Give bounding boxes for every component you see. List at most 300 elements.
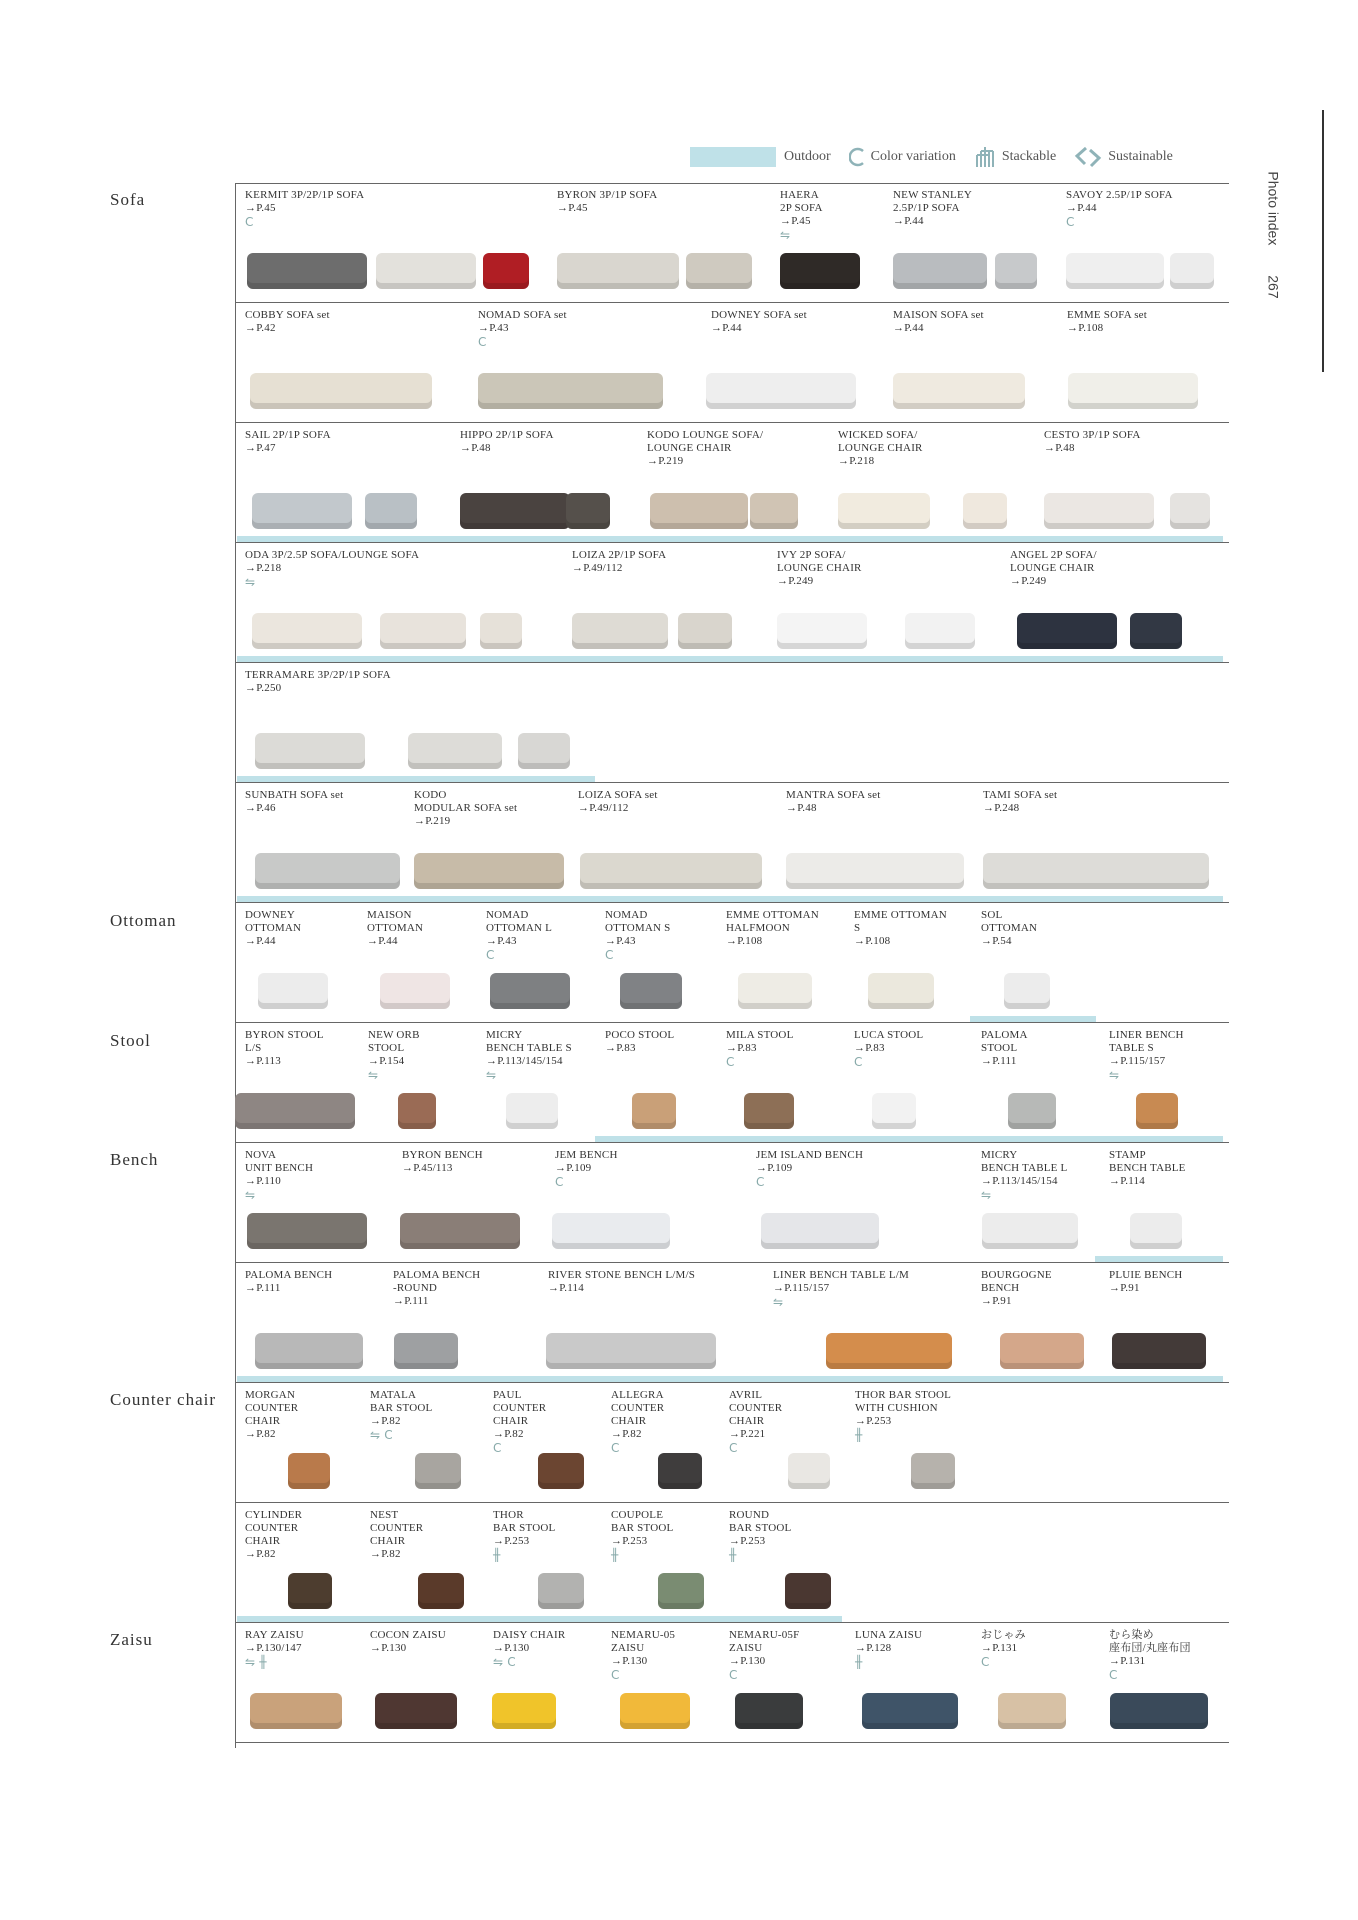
product-image xyxy=(247,253,367,289)
product-name: NOMAD SOFA set xyxy=(478,309,567,321)
product-entry xyxy=(1067,309,1147,335)
product-name: PALOMA BENCH -ROUND xyxy=(393,1269,481,1294)
product-entry xyxy=(981,1629,1026,1669)
product-entry xyxy=(245,669,391,695)
product-name: AVRIL COUNTER CHAIR xyxy=(729,1389,783,1427)
category-counter-chair: Counter chair xyxy=(110,1390,216,1409)
row-divider xyxy=(235,302,1229,303)
product-image xyxy=(780,253,860,289)
page-reference[interactable]: →P.249 xyxy=(1010,575,1047,587)
page-reference[interactable]: →P.42 xyxy=(245,322,276,334)
product-name: NEMARU-05F ZAISU xyxy=(729,1629,800,1654)
product-feature-icon: C xyxy=(611,1441,620,1455)
page-reference[interactable]: →P.218 xyxy=(838,455,875,467)
product-entry xyxy=(245,429,331,455)
product-feature-icon: ⇋ C xyxy=(493,1655,516,1669)
product-feature-icon: ╫ xyxy=(611,1548,619,1562)
product-name: CESTO 3P/1P SOFA xyxy=(1044,429,1141,441)
product-image xyxy=(490,973,570,1009)
product-image xyxy=(380,613,466,649)
page-reference[interactable]: →P.130 xyxy=(370,1642,407,1654)
product-image xyxy=(1170,493,1210,529)
product-entry xyxy=(245,1389,298,1441)
page-reference[interactable]: →P.46 xyxy=(245,802,276,814)
product-entry xyxy=(611,1509,673,1562)
product-name: JEM ISLAND BENCH xyxy=(756,1149,864,1161)
product-name: COCON ZAISU xyxy=(370,1629,446,1641)
product-entry xyxy=(855,1629,922,1669)
product-image xyxy=(620,973,682,1009)
product-feature-icon: ⇋ C xyxy=(370,1428,393,1442)
product-name: MAISON OTTOMAN xyxy=(367,909,424,934)
page-reference[interactable]: →P.44 xyxy=(245,935,276,947)
page-reference[interactable]: →P.44 xyxy=(711,322,742,334)
page-reference[interactable]: →P.113 xyxy=(245,1055,281,1067)
product-image xyxy=(557,253,679,289)
product-name: BYRON 3P/1P SOFA xyxy=(557,189,658,201)
product-image xyxy=(478,373,663,409)
product-image xyxy=(893,373,1025,409)
product-entry xyxy=(726,909,819,948)
product-name: HIPPO 2P/1P SOFA xyxy=(460,429,554,441)
page-reference[interactable]: →P.82 xyxy=(245,1548,276,1560)
product-feature-icon: C xyxy=(478,335,487,349)
product-name: THOR BAR STOOL xyxy=(493,1509,556,1534)
product-entry xyxy=(572,549,666,575)
page-reference[interactable]: →P.111 xyxy=(981,1055,1017,1067)
product-image xyxy=(376,253,476,289)
row-divider xyxy=(235,1622,1229,1623)
legend-stackable-label: Stackable xyxy=(1001,149,1057,164)
product-entry xyxy=(1044,429,1141,455)
product-image xyxy=(982,1213,1078,1249)
product-name: LINER BENCH TABLE S xyxy=(1109,1029,1184,1054)
page-reference[interactable]: →P.115/157 xyxy=(1109,1055,1166,1067)
legend-outdoor-label: Outdoor xyxy=(784,149,831,164)
product-image xyxy=(905,613,975,649)
outdoor-bar xyxy=(237,1616,842,1622)
product-name: BOURGOGNE BENCH xyxy=(981,1269,1052,1294)
product-name: LOIZA SOFA set xyxy=(578,789,658,801)
product-entry xyxy=(605,1029,674,1055)
page-reference[interactable]: →P.43 xyxy=(478,322,509,334)
product-entry xyxy=(245,189,364,229)
product-image xyxy=(785,1573,831,1609)
product-image xyxy=(375,1693,457,1729)
page-reference[interactable]: →P.82 xyxy=(370,1415,401,1427)
product-entry xyxy=(245,1269,332,1295)
product-image xyxy=(255,1333,363,1369)
product-entry xyxy=(245,309,330,335)
page-reference[interactable]: →P.130/147 xyxy=(245,1642,302,1654)
outdoor-swatch xyxy=(690,147,776,167)
page-reference[interactable]: →P.82 xyxy=(370,1548,401,1560)
page-reference[interactable]: →P.83 xyxy=(726,1042,757,1054)
side-section-title: Photo index xyxy=(1265,171,1282,246)
outdoor-bar xyxy=(237,776,595,782)
product-entry xyxy=(605,909,670,962)
page-reference[interactable]: →P.109 xyxy=(555,1162,592,1174)
product-feature-icon: ⇋ xyxy=(981,1188,992,1202)
product-entry xyxy=(370,1629,446,1655)
product-entry xyxy=(777,549,862,588)
product-name: LOIZA 2P/1P SOFA xyxy=(572,549,667,561)
legend-sustainable-label: Sustainable xyxy=(1108,149,1173,164)
page-reference[interactable]: →P.154 xyxy=(368,1055,405,1067)
product-name: NOVA UNIT BENCH xyxy=(245,1149,314,1174)
page-reference[interactable]: →P.249 xyxy=(777,575,814,587)
product-name: SAVOY 2.5P/1P SOFA xyxy=(1066,189,1173,201)
page-reference[interactable]: →P.48 xyxy=(1044,442,1075,454)
product-image xyxy=(706,373,856,409)
row-divider xyxy=(235,662,1229,663)
product-feature-icon: C xyxy=(605,948,614,962)
product-image xyxy=(632,1093,676,1129)
product-image xyxy=(250,373,432,409)
product-image xyxy=(255,733,365,769)
product-name: NEW STANLEY 2.5P/1P SOFA xyxy=(893,189,973,214)
product-entry xyxy=(711,309,807,335)
product-entry xyxy=(786,789,880,815)
product-name: PAUL COUNTER CHAIR xyxy=(493,1389,547,1427)
product-name: NEST COUNTER CHAIR xyxy=(370,1509,424,1547)
product-entry xyxy=(854,909,947,948)
page-reference[interactable]: →P.111 xyxy=(393,1295,429,1307)
product-name: BYRON BENCH xyxy=(402,1149,483,1161)
product-image xyxy=(546,1333,716,1369)
product-entry xyxy=(726,1029,794,1069)
product-name: MATALA BAR STOOL xyxy=(370,1389,433,1414)
row-divider xyxy=(235,1382,1229,1383)
product-feature-icon: C xyxy=(981,1655,990,1669)
product-entry xyxy=(486,1029,572,1082)
product-entry xyxy=(478,309,567,349)
page-reference[interactable]: →P.43 xyxy=(605,935,636,947)
product-feature-icon: ⇋ xyxy=(368,1068,379,1082)
page-reference[interactable]: →P.111 xyxy=(245,1282,281,1294)
product-name: おじゃみ xyxy=(981,1629,1026,1641)
page-reference[interactable]: →P.45 xyxy=(245,202,276,214)
product-image xyxy=(580,853,762,889)
product-name: THOR BAR STOOL WITH CUSHION xyxy=(855,1389,952,1414)
product-entry xyxy=(1109,1269,1182,1295)
product-image xyxy=(1017,613,1117,649)
page-reference[interactable]: →P.108 xyxy=(854,935,891,947)
product-entry xyxy=(393,1269,480,1308)
row-divider xyxy=(235,782,1229,783)
product-image xyxy=(255,853,400,889)
product-image xyxy=(1066,253,1164,289)
product-entry xyxy=(981,1149,1067,1202)
product-entry xyxy=(245,1029,324,1068)
page-reference[interactable]: →P.248 xyxy=(983,802,1020,814)
product-name: ANGEL 2P SOFA/ LOUNGE CHAIR xyxy=(1010,549,1097,574)
product-feature-icon: C xyxy=(245,215,254,229)
index-vertical-line xyxy=(235,183,236,1748)
product-feature-icon: C xyxy=(1066,215,1075,229)
product-entry xyxy=(368,1029,420,1082)
product-image xyxy=(492,1693,556,1729)
product-feature-icon: C xyxy=(611,1668,620,1682)
page-reference[interactable]: →P.219 xyxy=(414,815,451,827)
product-name: NOMAD OTTOMAN S xyxy=(605,909,671,934)
row-divider xyxy=(235,1742,1229,1743)
product-feature-icon: C xyxy=(1109,1668,1118,1682)
page-number: 267 xyxy=(1265,275,1282,299)
product-entry xyxy=(611,1629,675,1682)
page-reference[interactable]: →P.128 xyxy=(855,1642,892,1654)
product-entry xyxy=(245,1149,313,1202)
outdoor-bar xyxy=(237,536,1223,542)
product-image xyxy=(365,493,417,529)
product-name: RAY ZAISU xyxy=(245,1629,304,1641)
page-reference[interactable]: →P.131 xyxy=(1109,1655,1146,1667)
page-reference[interactable]: →P.83 xyxy=(854,1042,885,1054)
page-reference[interactable]: →P.47 xyxy=(245,442,276,454)
page-reference[interactable]: →P.110 xyxy=(245,1175,281,1187)
legend-stackable xyxy=(974,145,1056,169)
page-reference[interactable]: →P.54 xyxy=(981,935,1012,947)
product-image xyxy=(788,1453,830,1489)
product-entry xyxy=(1010,549,1097,588)
page-reference[interactable]: →P.83 xyxy=(605,1042,636,1054)
page-reference[interactable]: →P.43 xyxy=(486,935,517,947)
product-entry xyxy=(729,1509,791,1562)
product-entry xyxy=(756,1149,863,1189)
page-reference[interactable]: →P.44 xyxy=(893,322,924,334)
page-reference[interactable]: →P.114 xyxy=(548,1282,584,1294)
legend-color-variation xyxy=(849,147,956,167)
page-reference[interactable]: →P.82 xyxy=(493,1428,524,1440)
page-reference[interactable]: →P.44 xyxy=(893,215,924,227)
product-name: EMME OTTOMAN S xyxy=(854,909,947,934)
page-reference[interactable]: →P.130 xyxy=(493,1642,530,1654)
product-feature-icon: ╫ xyxy=(855,1655,863,1669)
product-image xyxy=(538,1573,584,1609)
product-name: STAMP BENCH TABLE xyxy=(1109,1149,1186,1174)
product-image xyxy=(566,493,610,529)
product-name: HAERA 2P SOFA xyxy=(780,189,823,214)
product-name: NOMAD OTTOMAN L xyxy=(486,909,553,934)
product-name: COUPOLE BAR STOOL xyxy=(611,1509,674,1534)
product-name: EMME SOFA set xyxy=(1067,309,1148,321)
page-reference[interactable]: →P.221 xyxy=(729,1428,766,1440)
product-name: TERRAMARE 3P/2P/1P SOFA xyxy=(245,669,391,681)
product-feature-icon: ⇋ xyxy=(245,575,256,589)
row-divider xyxy=(235,1022,1229,1023)
page-reference[interactable]: →P.44 xyxy=(367,935,398,947)
product-entry xyxy=(486,909,552,962)
product-name: CYLINDER COUNTER CHAIR xyxy=(245,1509,303,1547)
product-image xyxy=(1000,1333,1084,1369)
product-entry xyxy=(854,1029,923,1069)
product-name: JEM BENCH xyxy=(555,1149,618,1161)
product-name: PALOMA BENCH xyxy=(245,1269,333,1281)
page-reference[interactable]: →P.113/145/154 xyxy=(486,1055,563,1067)
page-reference[interactable]: →P.218 xyxy=(245,562,282,574)
product-name: BYRON STOOL L/S xyxy=(245,1029,324,1054)
product-entry xyxy=(1066,189,1173,229)
product-entry xyxy=(493,1389,546,1455)
product-image xyxy=(658,1573,704,1609)
product-entry xyxy=(493,1629,565,1669)
category-zaisu: Zaisu xyxy=(110,1630,153,1649)
page-reference[interactable]: →P.45 xyxy=(780,215,811,227)
product-entry xyxy=(1109,1029,1184,1082)
product-entry xyxy=(245,1629,304,1669)
product-name: KODO MODULAR SOFA set xyxy=(414,789,518,814)
product-feature-icon: ⇋ xyxy=(1109,1068,1120,1082)
product-image xyxy=(995,253,1037,289)
page-reference[interactable]: →P.114 xyxy=(1109,1175,1145,1187)
product-image xyxy=(1112,1333,1206,1369)
product-entry xyxy=(555,1149,618,1189)
page-reference[interactable]: →P.48 xyxy=(460,442,491,454)
page-reference[interactable]: →P.45/113 xyxy=(402,1162,453,1174)
page-reference[interactable]: →P.253 xyxy=(855,1415,892,1427)
product-image xyxy=(252,493,352,529)
page-reference[interactable]: →P.108 xyxy=(1067,322,1104,334)
product-entry xyxy=(493,1509,555,1562)
product-image xyxy=(414,853,564,889)
page-reference[interactable]: →P.113/145/154 xyxy=(981,1175,1058,1187)
product-name: KODO LOUNGE SOFA/ LOUNGE CHAIR xyxy=(647,429,764,454)
product-image xyxy=(983,853,1209,889)
legend-sustainable xyxy=(1074,145,1173,169)
product-image xyxy=(1130,1213,1182,1249)
outdoor-bar xyxy=(595,1136,1223,1142)
page-reference[interactable]: →P.45 xyxy=(557,202,588,214)
product-image xyxy=(247,1213,367,1249)
legend xyxy=(690,144,1191,170)
product-image xyxy=(862,1693,958,1729)
row-divider xyxy=(235,902,1229,903)
page-reference[interactable]: →P.91 xyxy=(981,1295,1012,1307)
product-name: MICRY BENCH TABLE S xyxy=(486,1029,572,1054)
product-image xyxy=(826,1333,952,1369)
product-name: MANTRA SOFA set xyxy=(786,789,881,801)
product-image xyxy=(620,1693,690,1729)
product-name: TAMI SOFA set xyxy=(983,789,1058,801)
side-tab-line xyxy=(1322,110,1324,372)
page-reference[interactable]: →P.131 xyxy=(981,1642,1018,1654)
product-image xyxy=(506,1093,558,1129)
category-bench: Bench xyxy=(110,1150,159,1169)
product-feature-icon: ╫ xyxy=(493,1548,501,1562)
page-reference[interactable]: →P.48 xyxy=(786,802,817,814)
product-entry xyxy=(893,189,972,228)
product-feature-icon: ⇋ ╫ xyxy=(245,1655,267,1669)
page-reference[interactable]: →P.219 xyxy=(647,455,684,467)
legend-outdoor xyxy=(784,149,831,165)
row-divider xyxy=(235,1262,1229,1263)
product-entry xyxy=(1109,1629,1191,1682)
page-reference[interactable]: →P.108 xyxy=(726,935,763,947)
product-entry xyxy=(780,189,823,242)
page-reference[interactable]: →P.115/157 xyxy=(773,1282,830,1294)
product-feature-icon: C xyxy=(729,1668,738,1682)
product-image xyxy=(483,253,529,289)
page-reference[interactable]: →P.250 xyxy=(245,682,282,694)
category-sofa: Sofa xyxy=(110,190,146,209)
row-divider xyxy=(235,422,1229,423)
product-name: LUNA ZAISU xyxy=(855,1629,923,1641)
product-entry xyxy=(548,1269,695,1295)
product-feature-icon: C xyxy=(854,1055,863,1069)
page-reference[interactable]: →P.253 xyxy=(493,1535,530,1547)
product-image xyxy=(258,973,328,1009)
product-name: LINER BENCH TABLE L/M xyxy=(773,1269,910,1281)
product-image xyxy=(1130,613,1182,649)
product-feature-icon: C xyxy=(555,1175,564,1189)
product-image xyxy=(1110,1693,1208,1729)
product-image xyxy=(1008,1093,1056,1129)
product-image xyxy=(288,1573,332,1609)
page-reference[interactable]: →P.130 xyxy=(611,1655,648,1667)
product-image xyxy=(394,1333,458,1369)
page-reference[interactable]: →P.109 xyxy=(756,1162,793,1174)
product-name: KERMIT 3P/2P/1P SOFA xyxy=(245,189,365,201)
product-name: ROUND BAR STOOL xyxy=(729,1509,792,1534)
page-reference[interactable]: →P.253 xyxy=(729,1535,766,1547)
product-entry xyxy=(370,1389,432,1442)
product-name: WICKED SOFA/ LOUNGE CHAIR xyxy=(838,429,923,454)
page-reference[interactable]: →P.91 xyxy=(1109,1282,1140,1294)
page-reference[interactable]: →P.49/112 xyxy=(572,562,623,574)
product-name: RIVER STONE BENCH L/M/S xyxy=(548,1269,696,1281)
page-reference[interactable]: →P.44 xyxy=(1066,202,1097,214)
product-image xyxy=(250,1693,342,1729)
product-entry xyxy=(1109,1149,1186,1188)
product-image xyxy=(400,1213,520,1249)
product-image xyxy=(1004,973,1050,1009)
page-reference[interactable]: →P.82 xyxy=(245,1428,276,1440)
product-image xyxy=(735,1693,803,1729)
product-image xyxy=(738,973,812,1009)
product-entry xyxy=(414,789,517,828)
page-reference[interactable]: →P.253 xyxy=(611,1535,648,1547)
page-reference[interactable]: →P.130 xyxy=(729,1655,766,1667)
row-divider xyxy=(235,1142,1229,1143)
product-entry xyxy=(245,789,343,815)
product-image xyxy=(552,1213,670,1249)
product-entry xyxy=(460,429,554,455)
product-image xyxy=(380,973,450,1009)
product-image xyxy=(998,1693,1066,1729)
product-feature-icon: C xyxy=(729,1441,738,1455)
product-name: MORGAN COUNTER CHAIR xyxy=(245,1389,299,1427)
product-name: LUCA STOOL xyxy=(854,1029,924,1041)
product-entry xyxy=(773,1269,909,1309)
page-reference[interactable]: →P.82 xyxy=(611,1428,642,1440)
product-name: むら染め 座布団/丸座布団 xyxy=(1109,1629,1191,1654)
product-image xyxy=(872,1093,916,1129)
product-feature-icon: C xyxy=(493,1441,502,1455)
product-feature-icon: C xyxy=(486,948,495,962)
product-image xyxy=(415,1453,461,1489)
product-name: ODA 3P/2.5P SOFA/LOUNGE SOFA xyxy=(245,549,420,561)
product-name: COBBY SOFA set xyxy=(245,309,330,321)
product-image xyxy=(750,493,798,529)
product-name: PALOMA STOOL xyxy=(981,1029,1028,1054)
product-image xyxy=(518,733,570,769)
page-reference[interactable]: →P.49/112 xyxy=(578,802,629,814)
product-entry xyxy=(729,1629,799,1682)
product-entry xyxy=(367,909,423,948)
product-image xyxy=(838,493,930,529)
product-entry xyxy=(981,909,1037,948)
product-name: IVY 2P SOFA/ LOUNGE CHAIR xyxy=(777,549,862,574)
